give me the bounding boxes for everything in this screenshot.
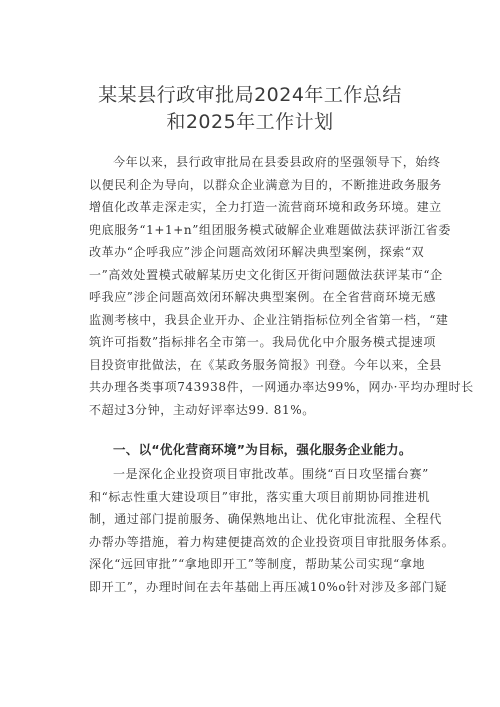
- paragraph-line: 筑许可指数”指标排名全市第一。我局优化中介服务模式提速项: [89, 335, 436, 349]
- paragraph-line: 不超过3分钟，主动好评率达99. 81%。: [89, 402, 315, 417]
- paragraph-line: 监测考核中，我县企业开办、企业注销指标位列全省第一档，“建: [89, 312, 449, 327]
- paragraph-line: 呼我应”涉企问题高效闭环解决典型案例。在全省营商环境无感: [89, 290, 436, 304]
- paragraph-line: 深化“远回审批”“拿地即开工”等制度，帮助某公司实现“拿地: [89, 557, 426, 571]
- paragraph-line: 增值化改革走深走实，全力打造一流营商环境和政务环境。建立: [89, 200, 442, 214]
- paragraph-line: 制，通过部门提前服务、确保熟地出让、优化审批流程、全程代: [89, 512, 442, 526]
- paragraph-line: 改革办“企呼我应”涉企问题高效闭环解决典型案例，探索“双: [89, 245, 425, 259]
- paragraph-line: 即开工”，办理时间在去年基础上再压减10%o针对涉及多部门疑: [89, 579, 448, 594]
- paragraph-line: 以便民利企为导向，以群众企业满意为目的，不断推进政务服务: [89, 177, 442, 192]
- paragraph-line: 今年以来，县行政审批局在县委县政府的坚强领导下，始终: [113, 155, 441, 169]
- section-heading: 一、以“优化营商环境”为目标，强化服务企业能力。: [113, 442, 412, 457]
- title-line-2: 和2025年工作计划: [166, 111, 334, 133]
- paragraph-line: 一”高效处置模式破解某历史文化街区开街问题做法获评某市“企: [89, 267, 443, 282]
- paragraph-line: 一是深化企业投资项目审批改革。围绕“百日攻坚擂台赛”: [113, 467, 429, 481]
- title-line-1: 某某县行政审批局2024年工作总结: [98, 84, 402, 106]
- paragraph-line: 办帮办等措施，着力构建便捷高效的企业投资项目审批服务体系。: [89, 534, 455, 549]
- paragraph-line: 共办理各类事项743938件，一网通办率达99%，网办·平均办理时长: [89, 380, 474, 394]
- paragraph-line: 兜底服务“1+1+n”组团服务模式破解企业难题做法获评浙江省委: [89, 222, 451, 237]
- document-title: [0, 82, 500, 136]
- intro-paragraph: [89, 151, 474, 421]
- section-paragraph: [89, 463, 455, 598]
- paragraph-line: 目投资审批做法，在《某政务服务简报》刊登。今年以来，全县: [89, 357, 442, 372]
- paragraph-line: 和“标志性重大建设项目”审批，落实重大项目前期协同推进机: [89, 489, 431, 504]
